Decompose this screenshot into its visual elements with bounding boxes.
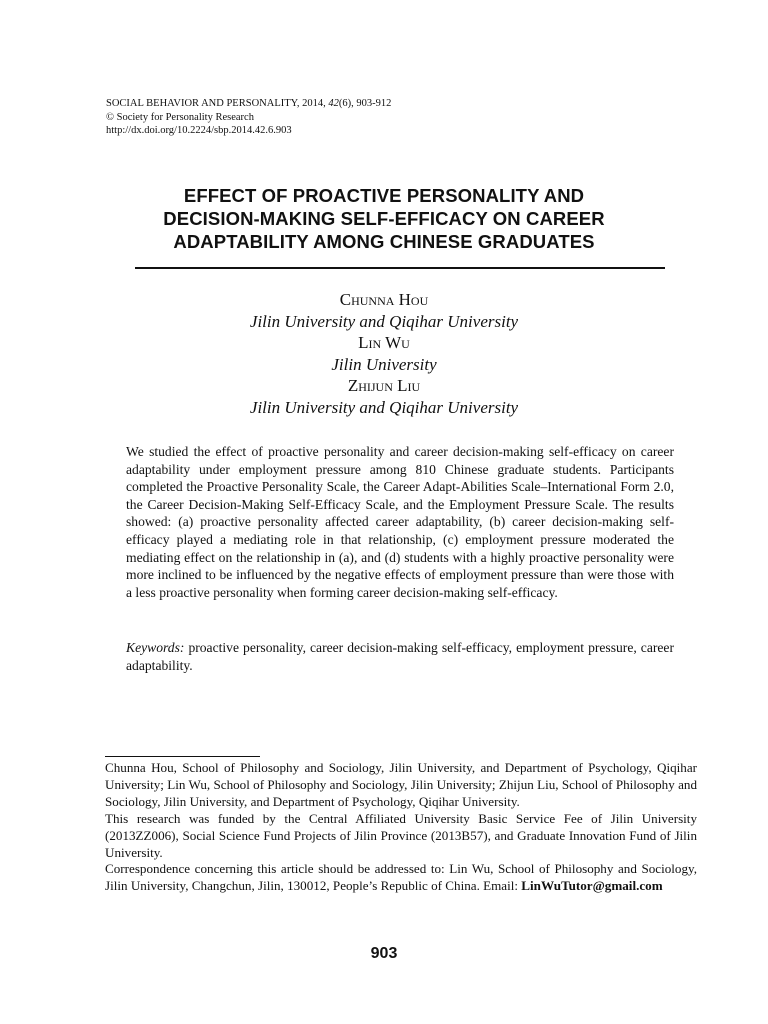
author-affiliation: Jilin University and Qiqihar University bbox=[249, 311, 519, 331]
keywords-text: proactive personality, career decision-making self-efficacy, employment pressure, career adaptability. bbox=[126, 640, 674, 673]
title-line: ADAPTABILITY AMONG CHINESE GRADUATES bbox=[173, 231, 595, 252]
title-divider bbox=[135, 267, 665, 269]
journal-name: SOCIAL BEHAVIOR AND PERSONALITY, 2014, bbox=[106, 98, 329, 109]
footnote-correspondence bbox=[105, 861, 697, 895]
author-affiliation: Jilin University bbox=[331, 354, 437, 374]
journal-issue-pages: (6), 903-912 bbox=[338, 98, 392, 109]
author-name: Chunna Hou bbox=[339, 290, 429, 309]
keywords-label: Keywords: bbox=[126, 640, 185, 655]
footnote-divider bbox=[105, 756, 260, 757]
author-block bbox=[100, 289, 668, 418]
correspondence-text: Correspondence concerning this article should be addressed to: Lin Wu, School of Philosophy and Sociology, Jilin University, Changchun, Jilin, 130012, People’s Republic of China. Email: bbox=[105, 861, 697, 894]
journal-citation bbox=[106, 97, 391, 111]
author-name: Lin Wu bbox=[358, 333, 410, 352]
footnotes bbox=[105, 760, 697, 895]
footnote-affiliations: Chunna Hou, School of Philosophy and Sociology, Jilin University, and Department of Psychology, Qiqihar University; Lin Wu, School of Philosophy and Sociology, Jilin University; Zhijun Liu, School of Philosophy and Sociology, Jilin University, and Department of Psychology, Qiqihar University. bbox=[105, 760, 697, 809]
correspondence-email: LinWuTutor@gmail.com bbox=[521, 878, 663, 894]
page-number: 903 bbox=[370, 945, 398, 962]
title-line: EFFECT OF PROACTIVE PERSONALITY AND bbox=[183, 185, 585, 206]
keywords bbox=[126, 639, 674, 674]
author-name: Zhijun Liu bbox=[347, 376, 421, 395]
footnote-funding: This research was funded by the Central Affiliated University Basic Service Fee of Jilin University (2013ZZ006), Social Science Fund Projects of Jilin Province (2013B57), and Graduate Innovation Fund of Jilin University. bbox=[105, 810, 697, 860]
journal-copyright: © Society for Personality Research bbox=[106, 111, 254, 123]
journal-volume: 42 bbox=[328, 98, 339, 109]
journal-doi: http://dx.doi.org/10.2224/sbp.2014.42.6.903 bbox=[106, 125, 292, 136]
paper-title bbox=[100, 184, 668, 253]
journal-header bbox=[106, 97, 391, 138]
abstract: We studied the effect of proactive personality and career decision-making self-efficacy on career adaptability under employment pressure among 810 Chinese graduate students. Participants completed the Proactive Personality Scale, the Career Adapt-Abilities Scale–International Form 2.0, the Career Decision-Making Self-Efficacy Scale, and the Employment Pressure Scale. The results showed: (a) proactive personality affected career adaptability, (b) career decision-making self-efficacy played a mediating role in that relationship, (c) employment pressure moderated the mediating effect on the relationship in (a), and (d) students with a highly proactive personality were more inclined to be influenced by the negative effects of employment pressure than were those with a less proactive personality when forming career decision-making self-efficacy. bbox=[126, 444, 674, 600]
title-line: DECISION-MAKING SELF-EFFICACY ON CAREER bbox=[163, 208, 605, 229]
author-affiliation: Jilin University and Qiqihar University bbox=[249, 397, 519, 417]
